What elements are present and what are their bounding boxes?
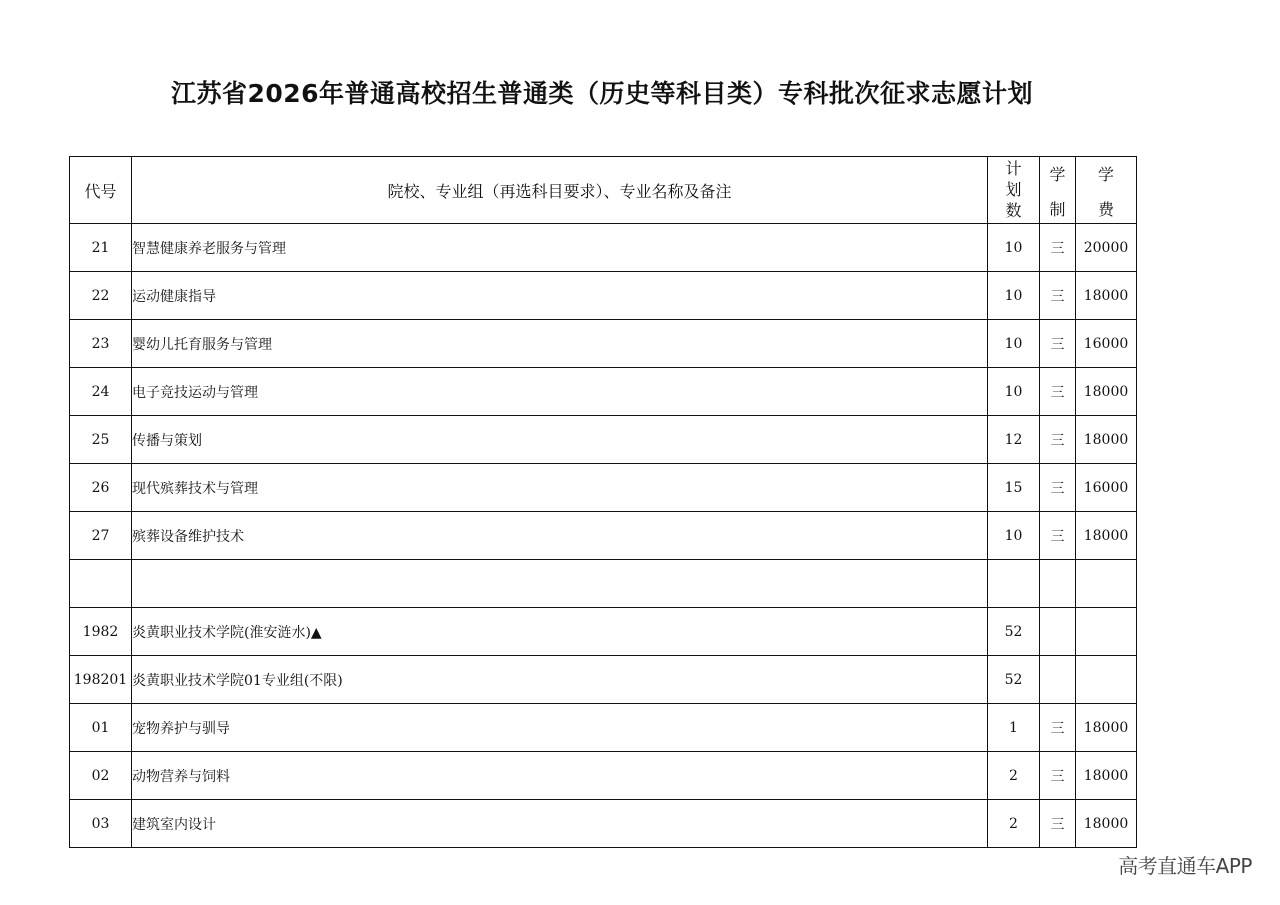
table-row [70,512,1137,560]
row-plan-cell: 10 [988,224,1040,272]
row-plan-cell: 12 [988,416,1040,464]
watermark: 高考直通车APP [1118,854,1252,878]
row-code-cell: 1982 [70,608,132,656]
row-code-cell: 02 [70,752,132,800]
row-years-cell: 三 [1040,464,1076,512]
plan-table [69,156,1137,848]
row-fee-cell [1076,608,1137,656]
table-row [70,464,1137,512]
row-fee-cell: 18000 [1076,800,1137,848]
header-plan-char-2: 划 [1005,180,1022,199]
row-fee-cell: 20000 [1076,224,1137,272]
row-fee-cell: 18000 [1076,416,1137,464]
row-plan-cell: 10 [988,272,1040,320]
row-name-cell: 炎黄职业技术学院01专业组(不限) [132,656,988,704]
table-row [70,416,1137,464]
row-years-cell: 三 [1040,320,1076,368]
row-name-cell: 传播与策划 [132,416,988,464]
row-fee-cell: 18000 [1076,368,1137,416]
table-row [70,560,1137,608]
row-fee-cell: 18000 [1076,272,1137,320]
row-fee-cell: 18000 [1076,752,1137,800]
row-code-cell: 21 [70,224,132,272]
header-years-char-2: 制 [1049,200,1066,219]
row-code-cell: 23 [70,320,132,368]
table-row [70,704,1137,752]
table-row [70,368,1137,416]
row-code-cell: 01 [70,704,132,752]
row-plan-cell: 1 [988,704,1040,752]
row-plan-cell: 2 [988,800,1040,848]
header-plan-char-3: 数 [1005,201,1022,220]
row-name-cell [132,560,988,608]
row-code-cell: 03 [70,800,132,848]
table-row [70,320,1137,368]
table-body [70,224,1137,848]
row-fee-cell [1076,560,1137,608]
row-plan-cell: 10 [988,512,1040,560]
row-years-cell: 三 [1040,224,1076,272]
row-name-cell: 宠物养护与驯导 [132,704,988,752]
table-row [70,800,1137,848]
row-name-cell: 婴幼儿托育服务与管理 [132,320,988,368]
row-code-cell: 198201 [70,656,132,704]
table-row [70,608,1137,656]
header-code: 代号 [70,157,132,224]
header-plan-char-1: 计 [1005,159,1022,178]
table-row [70,272,1137,320]
row-fee-cell: 18000 [1076,704,1137,752]
row-name-cell: 炎黄职业技术学院(淮安涟水)▲ [132,608,988,656]
row-code-cell: 26 [70,464,132,512]
header-years-char-1: 学 [1049,165,1066,184]
row-years-cell [1040,656,1076,704]
table-row [70,224,1137,272]
row-code-cell: 25 [70,416,132,464]
row-plan-cell: 10 [988,368,1040,416]
row-name-cell: 殡葬设备维护技术 [132,512,988,560]
row-plan-cell: 10 [988,320,1040,368]
row-name-cell: 智慧健康养老服务与管理 [132,224,988,272]
row-years-cell [1040,560,1076,608]
table-header-row [70,157,1137,224]
row-fee-cell: 16000 [1076,464,1137,512]
row-plan-cell: 52 [988,608,1040,656]
row-code-cell: 27 [70,512,132,560]
row-name-cell: 现代殡葬技术与管理 [132,464,988,512]
table-row [70,656,1137,704]
row-plan-cell: 2 [988,752,1040,800]
row-name-cell: 建筑室内设计 [132,800,988,848]
header-name: 院校、专业组（再选科目要求）、专业名称及备注 [132,157,988,224]
header-years [1040,157,1076,224]
header-fee-char-2: 费 [1097,200,1114,219]
row-years-cell: 三 [1040,368,1076,416]
row-years-cell: 三 [1040,800,1076,848]
row-years-cell: 三 [1040,416,1076,464]
row-plan-cell: 15 [988,464,1040,512]
row-years-cell: 三 [1040,752,1076,800]
row-plan-cell: 52 [988,656,1040,704]
row-plan-cell [988,560,1040,608]
row-fee-cell [1076,656,1137,704]
row-years-cell [1040,608,1076,656]
row-fee-cell: 16000 [1076,320,1137,368]
row-name-cell: 动物营养与饲料 [132,752,988,800]
row-years-cell: 三 [1040,704,1076,752]
header-fee-char-1: 学 [1097,165,1114,184]
row-code-cell [70,560,132,608]
row-name-cell: 运动健康指导 [132,272,988,320]
row-name-cell: 电子竞技运动与管理 [132,368,988,416]
row-code-cell: 24 [70,368,132,416]
row-years-cell: 三 [1040,512,1076,560]
header-fee [1076,157,1137,224]
row-fee-cell: 18000 [1076,512,1137,560]
row-years-cell: 三 [1040,272,1076,320]
page-title: 江苏省2026年普通高校招生普通类（历史等科目类）专科批次征求志愿计划 [170,79,1034,108]
header-plan [988,157,1040,224]
row-code-cell: 22 [70,272,132,320]
table-row [70,752,1137,800]
